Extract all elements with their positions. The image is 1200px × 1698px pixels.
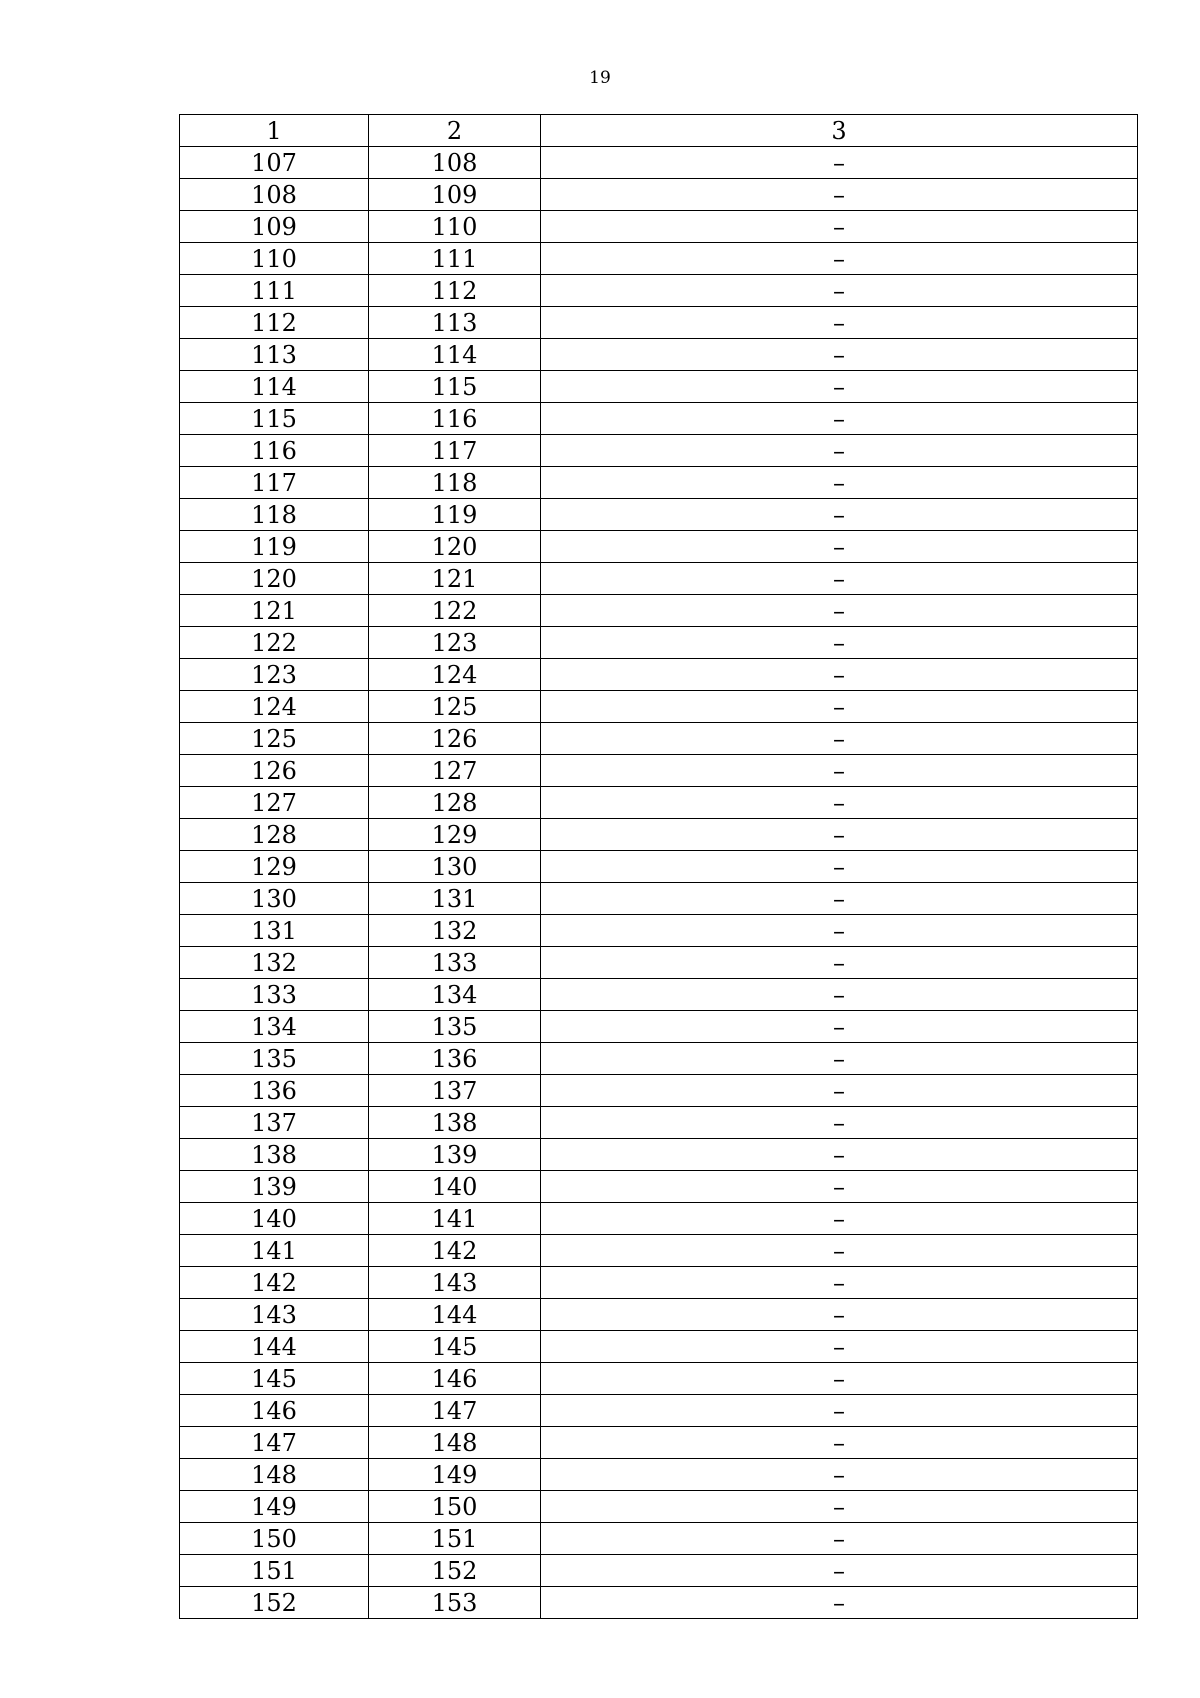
table-row [180,659,1138,691]
data-table [179,114,1138,1619]
table-cell-col2: 109 [369,179,541,211]
table-cell-col2: 127 [369,755,541,787]
table-cell-col1: 121 [180,595,369,627]
table-cell-col3: – [541,147,1138,179]
table-cell-col3: – [541,723,1138,755]
table-cell-col3: – [541,467,1138,499]
table-cell-col1: 112 [180,307,369,339]
table-row [180,1107,1138,1139]
table-cell-col3: – [541,1139,1138,1171]
table-cell-col1: 123 [180,659,369,691]
table-row [180,883,1138,915]
table-cell-col3: – [541,1075,1138,1107]
table-cell-col2: 110 [369,211,541,243]
table-row [180,1587,1138,1619]
table-cell-col2: 151 [369,1523,541,1555]
table-cell-col2: 146 [369,1363,541,1395]
table-row [180,1011,1138,1043]
table-cell-col2: 132 [369,915,541,947]
table-cell-col1: 125 [180,723,369,755]
table-cell-col2: 128 [369,787,541,819]
table-cell-col3: – [541,1203,1138,1235]
table-cell-col2: 112 [369,275,541,307]
table-cell-col3: – [541,659,1138,691]
table-row [180,243,1138,275]
table-cell-col3: – [541,1267,1138,1299]
table-cell-col1: 132 [180,947,369,979]
table-cell-col1: 142 [180,1267,369,1299]
table-cell-col1: 128 [180,819,369,851]
table-cell-col2: 150 [369,1491,541,1523]
table-cell-col1: 131 [180,915,369,947]
table-cell-col1: 141 [180,1235,369,1267]
table-row [180,1235,1138,1267]
table-row [180,691,1138,723]
table-cell-col1: 110 [180,243,369,275]
table-cell-col1: 150 [180,1523,369,1555]
table-row [180,1139,1138,1171]
table-row [180,723,1138,755]
table-row [180,1459,1138,1491]
table-row [180,1491,1138,1523]
column-header-2: 2 [369,115,541,147]
table-body [180,147,1138,1619]
table-cell-col2: 116 [369,403,541,435]
table-cell-col3: – [541,1331,1138,1363]
table-cell-col2: 129 [369,819,541,851]
table-cell-col1: 127 [180,787,369,819]
table-cell-col2: 118 [369,467,541,499]
table-row [180,1523,1138,1555]
table-cell-col2: 124 [369,659,541,691]
table-cell-col3: – [541,851,1138,883]
table-cell-col3: – [541,915,1138,947]
table-cell-col1: 135 [180,1043,369,1075]
table-cell-col2: 139 [369,1139,541,1171]
table-cell-col2: 148 [369,1427,541,1459]
table-cell-col3: – [541,435,1138,467]
table-cell-col1: 143 [180,1299,369,1331]
table-cell-col2: 153 [369,1587,541,1619]
table-cell-col2: 137 [369,1075,541,1107]
table-cell-col3: – [541,563,1138,595]
table-row [180,947,1138,979]
table-cell-col3: – [541,531,1138,563]
table-cell-col3: – [541,691,1138,723]
table-cell-col1: 114 [180,371,369,403]
table-cell-col1: 116 [180,435,369,467]
table-cell-col2: 135 [369,1011,541,1043]
table-row [180,1171,1138,1203]
table-row [180,787,1138,819]
table-cell-col3: – [541,1427,1138,1459]
table-cell-col3: – [541,755,1138,787]
table-cell-col3: – [541,307,1138,339]
table-cell-col1: 115 [180,403,369,435]
table-row [180,435,1138,467]
table-row [180,179,1138,211]
table-cell-col1: 111 [180,275,369,307]
table-cell-col1: 118 [180,499,369,531]
table-row [180,1043,1138,1075]
table-row [180,851,1138,883]
table-row [180,1427,1138,1459]
table-cell-col2: 134 [369,979,541,1011]
table-cell-col1: 152 [180,1587,369,1619]
table-row [180,1363,1138,1395]
table-row [180,563,1138,595]
table-cell-col2: 117 [369,435,541,467]
page-number: 19 [589,68,611,88]
table-row [180,1075,1138,1107]
table-cell-col2: 113 [369,307,541,339]
table-cell-col3: – [541,1395,1138,1427]
table-cell-col3: – [541,819,1138,851]
table-row [180,979,1138,1011]
table-cell-col2: 142 [369,1235,541,1267]
table-cell-col2: 136 [369,1043,541,1075]
table-cell-col3: – [541,1043,1138,1075]
table-cell-col2: 144 [369,1299,541,1331]
table-cell-col1: 145 [180,1363,369,1395]
table-cell-col2: 122 [369,595,541,627]
table-row [180,147,1138,179]
table-row [180,211,1138,243]
table-cell-col1: 140 [180,1203,369,1235]
table-cell-col2: 115 [369,371,541,403]
table-row [180,595,1138,627]
table-cell-col2: 121 [369,563,541,595]
table-cell-col2: 138 [369,1107,541,1139]
table-row [180,755,1138,787]
table-row [180,1203,1138,1235]
table-cell-col1: 124 [180,691,369,723]
table-cell-col2: 133 [369,947,541,979]
table-header-row [180,115,1138,147]
table-row [180,1395,1138,1427]
table-cell-col3: – [541,883,1138,915]
table-cell-col2: 126 [369,723,541,755]
table-cell-col2: 149 [369,1459,541,1491]
table-row [180,627,1138,659]
table-cell-col3: – [541,595,1138,627]
table-row [180,275,1138,307]
table-cell-col1: 144 [180,1331,369,1363]
table-cell-col1: 130 [180,883,369,915]
table-cell-col1: 148 [180,1459,369,1491]
table-cell-col3: – [541,243,1138,275]
table-row [180,499,1138,531]
table-cell-col3: – [541,1107,1138,1139]
table-cell-col3: – [541,275,1138,307]
table-cell-col1: 136 [180,1075,369,1107]
table-cell-col3: – [541,1523,1138,1555]
table-cell-col3: – [541,1299,1138,1331]
table-cell-col1: 122 [180,627,369,659]
table-cell-col1: 119 [180,531,369,563]
table-cell-col2: 141 [369,1203,541,1235]
table-cell-col1: 149 [180,1491,369,1523]
table-cell-col3: – [541,787,1138,819]
table-cell-col2: 152 [369,1555,541,1587]
table-cell-col1: 146 [180,1395,369,1427]
table-row [180,915,1138,947]
table-cell-col2: 145 [369,1331,541,1363]
table-row [180,403,1138,435]
table-row [180,531,1138,563]
table-cell-col2: 123 [369,627,541,659]
table-cell-col3: – [541,1459,1138,1491]
table-cell-col3: – [541,979,1138,1011]
table-cell-col1: 120 [180,563,369,595]
table-cell-col2: 108 [369,147,541,179]
table-row [180,819,1138,851]
table-cell-col3: – [541,1491,1138,1523]
table-cell-col2: 147 [369,1395,541,1427]
table-cell-col2: 130 [369,851,541,883]
table-cell-col2: 131 [369,883,541,915]
table-cell-col1: 147 [180,1427,369,1459]
table-cell-col2: 111 [369,243,541,275]
table-cell-col1: 117 [180,467,369,499]
table-cell-col1: 126 [180,755,369,787]
table-cell-col3: – [541,211,1138,243]
table-cell-col1: 113 [180,339,369,371]
table-cell-col2: 120 [369,531,541,563]
table-cell-col3: – [541,627,1138,659]
table-row [180,371,1138,403]
table-cell-col1: 134 [180,1011,369,1043]
table-row [180,467,1138,499]
table-cell-col3: – [541,1235,1138,1267]
table-row [180,1267,1138,1299]
table-cell-col3: – [541,1011,1138,1043]
table-cell-col3: – [541,179,1138,211]
table-cell-col2: 143 [369,1267,541,1299]
table-cell-col3: – [541,499,1138,531]
table-row [180,1331,1138,1363]
table-cell-col3: – [541,947,1138,979]
table-cell-col3: – [541,339,1138,371]
table-cell-col1: 133 [180,979,369,1011]
table-cell-col3: – [541,403,1138,435]
table-cell-col1: 138 [180,1139,369,1171]
column-header-1: 1 [180,115,369,147]
table-cell-col2: 114 [369,339,541,371]
table-cell-col2: 140 [369,1171,541,1203]
table-row [180,1555,1138,1587]
table-cell-col3: – [541,371,1138,403]
table-cell-col3: – [541,1587,1138,1619]
table-cell-col1: 108 [180,179,369,211]
table-cell-col1: 137 [180,1107,369,1139]
column-header-3: 3 [541,115,1138,147]
table-cell-col1: 129 [180,851,369,883]
table-cell-col1: 139 [180,1171,369,1203]
table-cell-col3: – [541,1171,1138,1203]
table-row [180,307,1138,339]
table-cell-col2: 125 [369,691,541,723]
table-row [180,1299,1138,1331]
table-cell-col2: 119 [369,499,541,531]
table-cell-col3: – [541,1363,1138,1395]
table-cell-col1: 109 [180,211,369,243]
table-cell-col3: – [541,1555,1138,1587]
table-row [180,339,1138,371]
table-cell-col1: 107 [180,147,369,179]
table-cell-col1: 151 [180,1555,369,1587]
